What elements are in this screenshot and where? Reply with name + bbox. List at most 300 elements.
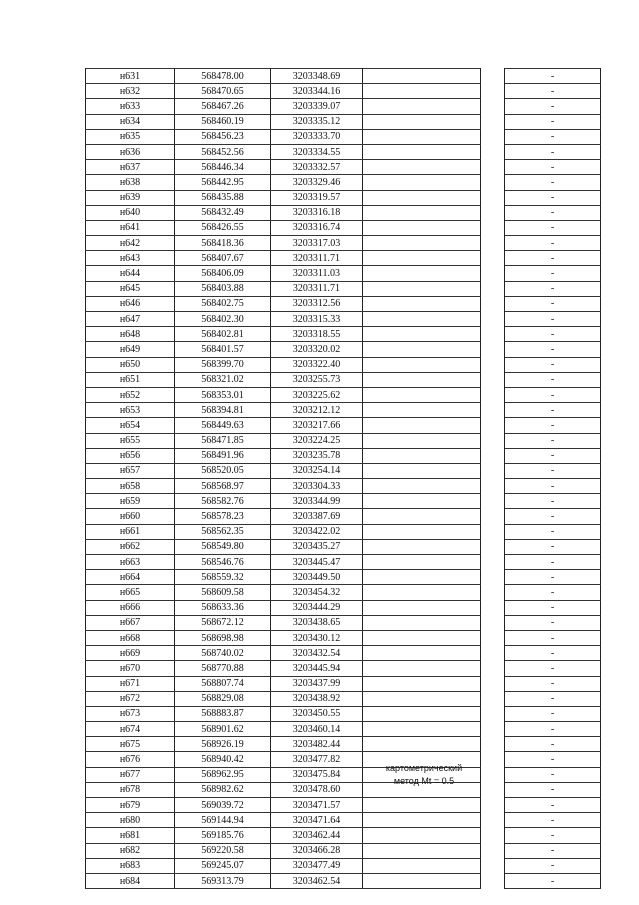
description-cell: - — [505, 312, 601, 327]
x-coordinate-cell: 568698.98 — [175, 630, 271, 645]
column-gap — [481, 858, 505, 873]
y-coordinate-cell: 3203225.62 — [271, 387, 363, 402]
table-row — [86, 190, 601, 205]
point-id-cell: н647 — [86, 312, 175, 327]
point-id-cell: н634 — [86, 114, 175, 129]
y-coordinate-cell: 3203254.14 — [271, 463, 363, 478]
description-cell: - — [505, 706, 601, 721]
table-row — [86, 160, 601, 175]
description-cell: - — [505, 600, 601, 615]
description-cell: - — [505, 84, 601, 99]
column-gap — [481, 448, 505, 463]
description-cell: - — [505, 403, 601, 418]
y-coordinate-cell: 3203312.56 — [271, 296, 363, 311]
table-row — [86, 463, 601, 478]
x-coordinate-cell: 568402.75 — [175, 296, 271, 311]
point-id-cell: н680 — [86, 813, 175, 828]
x-coordinate-cell: 569220.58 — [175, 843, 271, 858]
point-id-cell: н632 — [86, 84, 175, 99]
method-cell — [363, 69, 481, 84]
description-cell: - — [505, 524, 601, 539]
method-cell — [363, 160, 481, 175]
table-row — [86, 175, 601, 190]
x-coordinate-cell: 569313.79 — [175, 873, 271, 888]
y-coordinate-cell: 3203348.69 — [271, 69, 363, 84]
x-coordinate-cell: 568426.55 — [175, 220, 271, 235]
y-coordinate-cell: 3203462.44 — [271, 828, 363, 843]
point-id-cell: н656 — [86, 448, 175, 463]
point-id-cell: н682 — [86, 843, 175, 858]
point-id-cell: н649 — [86, 342, 175, 357]
x-coordinate-cell: 568982.62 — [175, 782, 271, 797]
x-coordinate-cell: 568478.00 — [175, 69, 271, 84]
description-cell: - — [505, 615, 601, 630]
table-row — [86, 418, 601, 433]
column-gap — [481, 160, 505, 175]
y-coordinate-cell: 3203477.49 — [271, 858, 363, 873]
column-gap — [481, 114, 505, 129]
column-gap — [481, 281, 505, 296]
column-gap — [481, 479, 505, 494]
point-id-cell: н646 — [86, 296, 175, 311]
y-coordinate-cell: 3203311.71 — [271, 281, 363, 296]
y-coordinate-cell: 3203319.57 — [271, 190, 363, 205]
y-coordinate-cell: 3203316.74 — [271, 220, 363, 235]
column-gap — [481, 342, 505, 357]
method-cell — [363, 296, 481, 311]
table-row — [86, 646, 601, 661]
method-cell — [363, 266, 481, 281]
y-coordinate-cell: 3203460.14 — [271, 722, 363, 737]
method-cell — [363, 312, 481, 327]
description-cell: - — [505, 828, 601, 843]
x-coordinate-cell: 568568.97 — [175, 479, 271, 494]
column-gap — [481, 661, 505, 676]
point-id-cell: н642 — [86, 236, 175, 251]
point-id-cell: н675 — [86, 737, 175, 752]
x-coordinate-cell: 568432.49 — [175, 205, 271, 220]
point-id-cell: н678 — [86, 782, 175, 797]
y-coordinate-cell: 3203255.73 — [271, 372, 363, 387]
point-id-cell: н639 — [86, 190, 175, 205]
y-coordinate-cell: 3203317.03 — [271, 236, 363, 251]
method-cell — [363, 843, 481, 858]
column-gap — [481, 190, 505, 205]
y-coordinate-cell: 3203454.32 — [271, 585, 363, 600]
column-gap — [481, 539, 505, 554]
table-row — [86, 585, 601, 600]
point-id-cell: н641 — [86, 220, 175, 235]
point-id-cell: н652 — [86, 387, 175, 402]
description-cell: - — [505, 99, 601, 114]
point-id-cell: н644 — [86, 266, 175, 281]
point-id-cell: н664 — [86, 570, 175, 585]
coordinates-table — [85, 68, 601, 889]
column-gap — [481, 69, 505, 84]
x-coordinate-cell: 568520.05 — [175, 463, 271, 478]
y-coordinate-cell: 3203387.69 — [271, 509, 363, 524]
table-row — [86, 205, 601, 220]
y-coordinate-cell: 3203471.64 — [271, 813, 363, 828]
point-id-cell: н637 — [86, 160, 175, 175]
method-label — [365, 762, 483, 788]
table-row — [86, 114, 601, 129]
table-row — [86, 813, 601, 828]
x-coordinate-cell: 568883.87 — [175, 706, 271, 721]
table-row — [86, 630, 601, 645]
x-coordinate-cell: 568435.88 — [175, 190, 271, 205]
x-coordinate-cell: 568940.42 — [175, 752, 271, 767]
point-id-cell: н640 — [86, 205, 175, 220]
x-coordinate-cell: 568452.56 — [175, 144, 271, 159]
description-cell: - — [505, 387, 601, 402]
x-coordinate-cell: 568926.19 — [175, 737, 271, 752]
description-cell: - — [505, 266, 601, 281]
description-cell: - — [505, 691, 601, 706]
y-coordinate-cell: 3203435.27 — [271, 539, 363, 554]
point-id-cell: н661 — [86, 524, 175, 539]
description-cell: - — [505, 843, 601, 858]
x-coordinate-cell: 568401.57 — [175, 342, 271, 357]
point-id-cell: н673 — [86, 706, 175, 721]
y-coordinate-cell: 3203334.55 — [271, 144, 363, 159]
table-row — [86, 296, 601, 311]
description-cell: - — [505, 463, 601, 478]
column-gap — [481, 387, 505, 402]
method-cell — [363, 129, 481, 144]
x-coordinate-cell: 568407.67 — [175, 251, 271, 266]
description-cell: - — [505, 220, 601, 235]
description-cell: - — [505, 205, 601, 220]
table-row — [86, 403, 601, 418]
column-gap — [481, 236, 505, 251]
column-gap — [481, 752, 505, 767]
column-gap — [481, 357, 505, 372]
description-cell: - — [505, 342, 601, 357]
description-cell: - — [505, 752, 601, 767]
description-cell: - — [505, 114, 601, 129]
x-coordinate-cell: 568418.36 — [175, 236, 271, 251]
y-coordinate-cell: 3203422.02 — [271, 524, 363, 539]
table-row — [86, 691, 601, 706]
y-coordinate-cell: 3203438.92 — [271, 691, 363, 706]
method-cell — [363, 798, 481, 813]
column-gap — [481, 403, 505, 418]
x-coordinate-cell: 568491.96 — [175, 448, 271, 463]
point-id-cell: н683 — [86, 858, 175, 873]
method-label-line-2: метод Mt = 0.5 — [393, 776, 455, 786]
x-coordinate-cell: 568582.76 — [175, 494, 271, 509]
y-coordinate-cell: 3203471.57 — [271, 798, 363, 813]
description-cell: - — [505, 555, 601, 570]
method-cell — [363, 175, 481, 190]
method-cell — [363, 84, 481, 99]
table-row — [86, 706, 601, 721]
point-id-cell: н638 — [86, 175, 175, 190]
method-cell — [363, 190, 481, 205]
y-coordinate-cell: 3203449.50 — [271, 570, 363, 585]
x-coordinate-cell: 568471.85 — [175, 433, 271, 448]
point-id-cell: н668 — [86, 630, 175, 645]
column-gap — [481, 691, 505, 706]
description-cell: - — [505, 737, 601, 752]
column-gap — [481, 129, 505, 144]
column-gap — [481, 706, 505, 721]
column-gap — [481, 873, 505, 888]
column-gap — [481, 175, 505, 190]
point-id-cell: н645 — [86, 281, 175, 296]
y-coordinate-cell: 3203217.66 — [271, 418, 363, 433]
column-gap — [481, 555, 505, 570]
table-row — [86, 737, 601, 752]
table-row — [86, 448, 601, 463]
column-gap — [481, 600, 505, 615]
method-cell — [363, 418, 481, 433]
description-cell: - — [505, 646, 601, 661]
column-gap — [481, 266, 505, 281]
description-cell: - — [505, 372, 601, 387]
description-cell: - — [505, 767, 601, 782]
table-row — [86, 661, 601, 676]
description-cell: - — [505, 448, 601, 463]
point-id-cell: н674 — [86, 722, 175, 737]
column-gap — [481, 646, 505, 661]
table-row — [86, 615, 601, 630]
method-cell — [363, 327, 481, 342]
y-coordinate-cell: 3203462.54 — [271, 873, 363, 888]
column-gap — [481, 524, 505, 539]
point-id-cell: н653 — [86, 403, 175, 418]
method-cell — [363, 494, 481, 509]
x-coordinate-cell: 568321.02 — [175, 372, 271, 387]
method-cell — [363, 585, 481, 600]
method-cell — [363, 813, 481, 828]
description-cell: - — [505, 661, 601, 676]
column-gap — [481, 494, 505, 509]
x-coordinate-cell: 568633.36 — [175, 600, 271, 615]
description-cell: - — [505, 129, 601, 144]
description-cell: - — [505, 479, 601, 494]
x-coordinate-cell: 568578.23 — [175, 509, 271, 524]
method-cell — [363, 615, 481, 630]
column-gap — [481, 327, 505, 342]
description-cell: - — [505, 281, 601, 296]
point-id-cell: н657 — [86, 463, 175, 478]
method-cell — [363, 357, 481, 372]
y-coordinate-cell: 3203475.84 — [271, 767, 363, 782]
description-cell: - — [505, 236, 601, 251]
y-coordinate-cell: 3203432.54 — [271, 646, 363, 661]
description-cell: - — [505, 175, 601, 190]
table-row — [86, 722, 601, 737]
y-coordinate-cell: 3203466.28 — [271, 843, 363, 858]
y-coordinate-cell: 3203478.60 — [271, 782, 363, 797]
description-cell: - — [505, 144, 601, 159]
y-coordinate-cell: 3203315.33 — [271, 312, 363, 327]
coordinates-table-body — [86, 69, 601, 889]
column-gap — [481, 418, 505, 433]
point-id-cell: н650 — [86, 357, 175, 372]
description-cell: - — [505, 630, 601, 645]
x-coordinate-cell: 568562.35 — [175, 524, 271, 539]
column-gap — [481, 570, 505, 585]
method-cell — [363, 342, 481, 357]
column-gap — [481, 767, 505, 782]
method-cell — [363, 433, 481, 448]
x-coordinate-cell: 569039.72 — [175, 798, 271, 813]
y-coordinate-cell: 3203445.94 — [271, 661, 363, 676]
y-coordinate-cell: 3203235.78 — [271, 448, 363, 463]
description-cell: - — [505, 160, 601, 175]
method-cell — [363, 281, 481, 296]
y-coordinate-cell: 3203212.12 — [271, 403, 363, 418]
x-coordinate-cell: 568807.74 — [175, 676, 271, 691]
y-coordinate-cell: 3203344.99 — [271, 494, 363, 509]
method-cell — [363, 646, 481, 661]
method-cell — [363, 828, 481, 843]
x-coordinate-cell: 568406.09 — [175, 266, 271, 281]
x-coordinate-cell: 568829.08 — [175, 691, 271, 706]
y-coordinate-cell: 3203450.55 — [271, 706, 363, 721]
column-gap — [481, 205, 505, 220]
point-id-cell: н669 — [86, 646, 175, 661]
method-cell — [363, 114, 481, 129]
y-coordinate-cell: 3203329.46 — [271, 175, 363, 190]
method-cell — [363, 387, 481, 402]
column-gap — [481, 220, 505, 235]
table-row — [86, 798, 601, 813]
table-row — [86, 509, 601, 524]
table-row — [86, 767, 601, 782]
point-id-cell: н633 — [86, 99, 175, 114]
point-id-cell: н631 — [86, 69, 175, 84]
description-cell: - — [505, 418, 601, 433]
description-cell: - — [505, 782, 601, 797]
description-cell: - — [505, 433, 601, 448]
column-gap — [481, 251, 505, 266]
point-id-cell: н655 — [86, 433, 175, 448]
table-row — [86, 433, 601, 448]
y-coordinate-cell: 3203316.18 — [271, 205, 363, 220]
point-id-cell: н658 — [86, 479, 175, 494]
table-row — [86, 828, 601, 843]
table-row — [86, 752, 601, 767]
table-row — [86, 539, 601, 554]
table-row — [86, 372, 601, 387]
x-coordinate-cell: 568456.23 — [175, 129, 271, 144]
table-row — [86, 266, 601, 281]
description-cell: - — [505, 251, 601, 266]
x-coordinate-cell: 568546.76 — [175, 555, 271, 570]
point-id-cell: н659 — [86, 494, 175, 509]
x-coordinate-cell: 568549.80 — [175, 539, 271, 554]
x-coordinate-cell: 568467.26 — [175, 99, 271, 114]
method-cell — [363, 251, 481, 266]
description-cell: - — [505, 494, 601, 509]
table-row — [86, 220, 601, 235]
table-row — [86, 387, 601, 402]
x-coordinate-cell: 568460.19 — [175, 114, 271, 129]
table-row — [86, 555, 601, 570]
point-id-cell: н665 — [86, 585, 175, 600]
point-id-cell: н666 — [86, 600, 175, 615]
y-coordinate-cell: 3203224.25 — [271, 433, 363, 448]
column-gap — [481, 722, 505, 737]
column-gap — [481, 585, 505, 600]
y-coordinate-cell: 3203477.82 — [271, 752, 363, 767]
column-gap — [481, 828, 505, 843]
column-gap — [481, 144, 505, 159]
table-row — [86, 327, 601, 342]
point-id-cell: н684 — [86, 873, 175, 888]
y-coordinate-cell: 3203332.57 — [271, 160, 363, 175]
column-gap — [481, 463, 505, 478]
x-coordinate-cell: 568442.95 — [175, 175, 271, 190]
point-id-cell: н672 — [86, 691, 175, 706]
y-coordinate-cell: 3203320.02 — [271, 342, 363, 357]
point-id-cell: н660 — [86, 509, 175, 524]
table-row — [86, 129, 601, 144]
y-coordinate-cell: 3203311.03 — [271, 266, 363, 281]
x-coordinate-cell: 569185.76 — [175, 828, 271, 843]
description-cell: - — [505, 357, 601, 372]
y-coordinate-cell: 3203318.55 — [271, 327, 363, 342]
y-coordinate-cell: 3203333.70 — [271, 129, 363, 144]
method-cell — [363, 661, 481, 676]
column-gap — [481, 372, 505, 387]
x-coordinate-cell: 568672.12 — [175, 615, 271, 630]
method-cell — [363, 858, 481, 873]
description-cell: - — [505, 327, 601, 342]
method-cell — [363, 524, 481, 539]
y-coordinate-cell: 3203438.65 — [271, 615, 363, 630]
column-gap — [481, 630, 505, 645]
method-cell — [363, 205, 481, 220]
x-coordinate-cell: 568402.30 — [175, 312, 271, 327]
method-cell — [363, 403, 481, 418]
point-id-cell: н681 — [86, 828, 175, 843]
description-cell: - — [505, 296, 601, 311]
description-cell: - — [505, 873, 601, 888]
point-id-cell: н648 — [86, 327, 175, 342]
x-coordinate-cell: 568609.58 — [175, 585, 271, 600]
x-coordinate-cell: 568770.88 — [175, 661, 271, 676]
table-row — [86, 858, 601, 873]
point-id-cell: н663 — [86, 555, 175, 570]
table-row — [86, 873, 601, 888]
point-id-cell: н635 — [86, 129, 175, 144]
method-cell — [363, 722, 481, 737]
x-coordinate-cell: 568901.62 — [175, 722, 271, 737]
description-cell: - — [505, 858, 601, 873]
description-cell: - — [505, 722, 601, 737]
table-row — [86, 357, 601, 372]
column-gap — [481, 737, 505, 752]
column-gap — [481, 676, 505, 691]
table-row — [86, 570, 601, 585]
method-cell — [363, 372, 481, 387]
description-cell: - — [505, 585, 601, 600]
method-cell — [363, 220, 481, 235]
table-row — [86, 843, 601, 858]
description-cell: - — [505, 813, 601, 828]
y-coordinate-cell: 3203444.29 — [271, 600, 363, 615]
table-row — [86, 236, 601, 251]
method-cell — [363, 99, 481, 114]
method-cell — [363, 706, 481, 721]
method-cell — [363, 630, 481, 645]
description-cell: - — [505, 509, 601, 524]
